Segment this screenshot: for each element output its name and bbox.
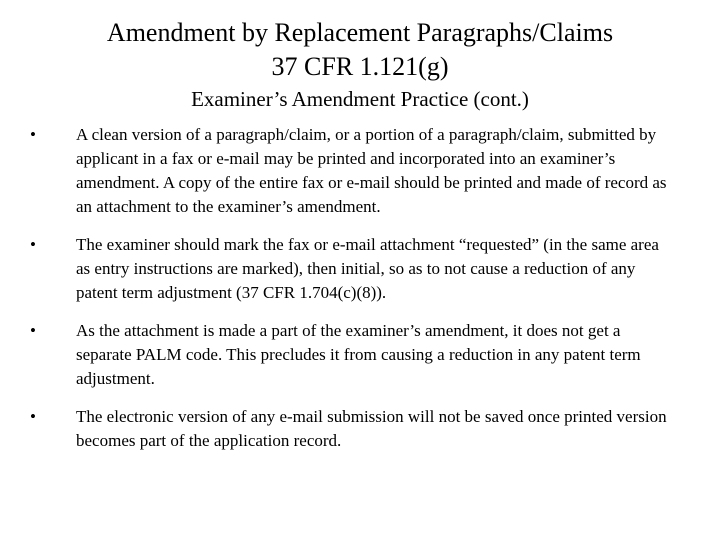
bullet-text: The electronic version of any e-mail submission will not be saved once printed version becomes part of the application record. — [76, 407, 667, 450]
slide-title-line-2: 37 CFR 1.121(g) — [271, 52, 449, 81]
slide-title — [0, 16, 720, 84]
slide-title-line-1: Amendment by Replacement Paragraphs/Claims — [106, 18, 614, 47]
slide-subtitle: Examiner’s Amendment Practice (cont.) — [191, 87, 529, 111]
bullet-icon: • — [30, 125, 36, 144]
bullet-item — [30, 123, 670, 219]
bullet-item — [30, 233, 670, 305]
bullet-icon: • — [30, 407, 36, 426]
bullet-list — [30, 123, 670, 467]
bullet-icon: • — [30, 321, 36, 340]
bullet-icon: • — [30, 235, 36, 254]
bullet-text: As the attachment is made a part of the examiner’s amendment, it does not get a separate PALM code. This precludes it from causing a reduction in any patent term adjustment. — [76, 321, 641, 388]
bullet-item — [30, 405, 670, 453]
bullet-text: A clean version of a paragraph/claim, or a portion of a paragraph/claim, submitted by applicant in a fax or e-mail may be printed and incorporated into an examiner’s amendment. A copy of the entire fax or e-mail should be printed and made of record as an attachment to the examiner’s amendment. — [76, 125, 667, 216]
bullet-item — [30, 319, 670, 391]
bullet-text: The examiner should mark the fax or e-mail attachment “requested” (in the same area as entry instructions are marked), then initial, so as to not cause a reduction of any patent term adjustment (37 CFR 1.704(c)(8)). — [76, 235, 659, 302]
